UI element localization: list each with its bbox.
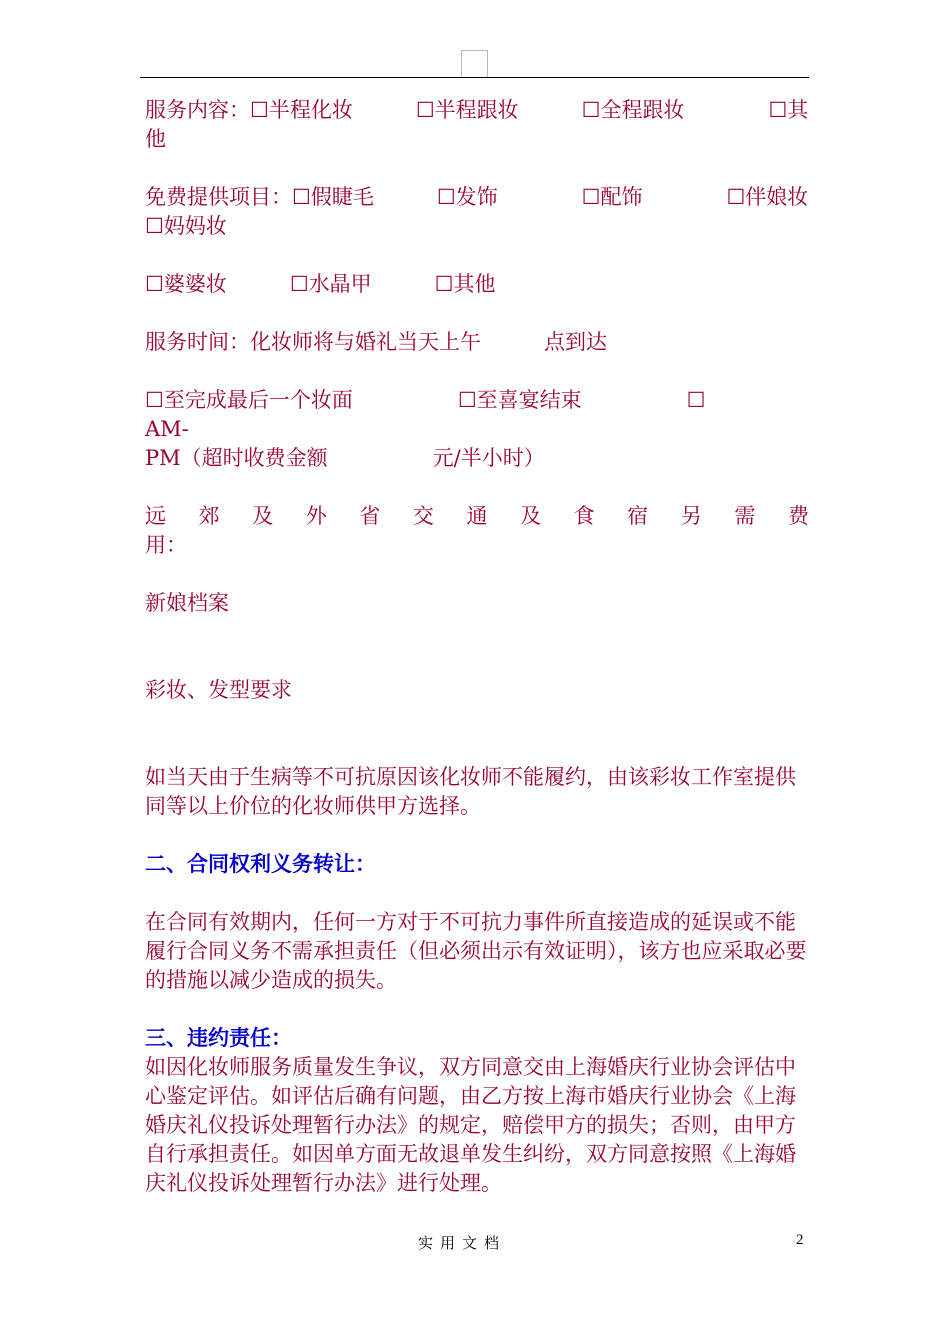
service-content-line-2: 他: [145, 127, 166, 151]
time-option-line-1: ☐至完成最后一个妆面 ☐至喜宴结束 ☐ AM-: [145, 388, 790, 441]
header-frame: [461, 50, 488, 77]
free-items-line-1: 免费提供项目：☐假睫毛 ☐发饰 ☐配饰 ☐伴娘妆: [145, 185, 809, 209]
makeup-requirements-label: 彩妆、发型要求: [145, 678, 292, 702]
section-two-body: 在合同有效期内，任何一方对于不可抗力事件所直接造成的延误或不能履行合同义务不需承担责任（但必须出示有效证明），该方也应采取必要的措施以减少造成的损失。: [145, 910, 807, 992]
bride-file-label: 新娘档案: [145, 591, 229, 615]
time-option-line-2: PM（超时收费金额 元/半小时）: [145, 446, 545, 470]
free-items-line-3: ☐婆婆妆 ☐水晶甲 ☐其他: [145, 272, 496, 296]
page-number: 2: [796, 1232, 804, 1248]
service-time-line: 服务时间：化妆师将与婚礼当天上午 点到达: [145, 330, 607, 354]
section-three-body: 如因化妆师服务质量发生争议，双方同意交由上海婚庆行业协会评估中心鉴定评估。如评估后确有问题，由乙方按上海市婚庆行业协会《上海婚庆礼仪投诉处理暂行办法》的规定，赔偿甲方的损失；否则，由甲方自行承担责任。如因单方面无故退单发生纠纷，双方同意按照《上海婚庆礼仪投诉处理暂行办法》进行处理。: [145, 1055, 796, 1195]
footer-label: 实用文档: [418, 1234, 507, 1252]
document-body: [145, 96, 809, 1198]
section-three-heading: 三、违约责任：: [145, 1026, 292, 1050]
header-rule: [140, 77, 809, 78]
replacement-paragraph: 如当天由于生病等不可抗原因该化妆师不能履约，由该彩妆工作室提供同等以上价位的化妆师供甲方选择。: [145, 765, 796, 818]
service-content-line-1: 服务内容：☐半程化妆 ☐半程跟妆 ☐全程跟妆 ☐其: [145, 98, 809, 122]
travel-fee-line-2: 用：: [145, 533, 187, 557]
travel-fee-line-1: 远郊及外省交通及食宿另需费: [145, 504, 809, 528]
free-items-line-2: ☐妈妈妆: [145, 214, 227, 238]
section-two-heading: 二、合同权利义务转让：: [145, 852, 376, 876]
